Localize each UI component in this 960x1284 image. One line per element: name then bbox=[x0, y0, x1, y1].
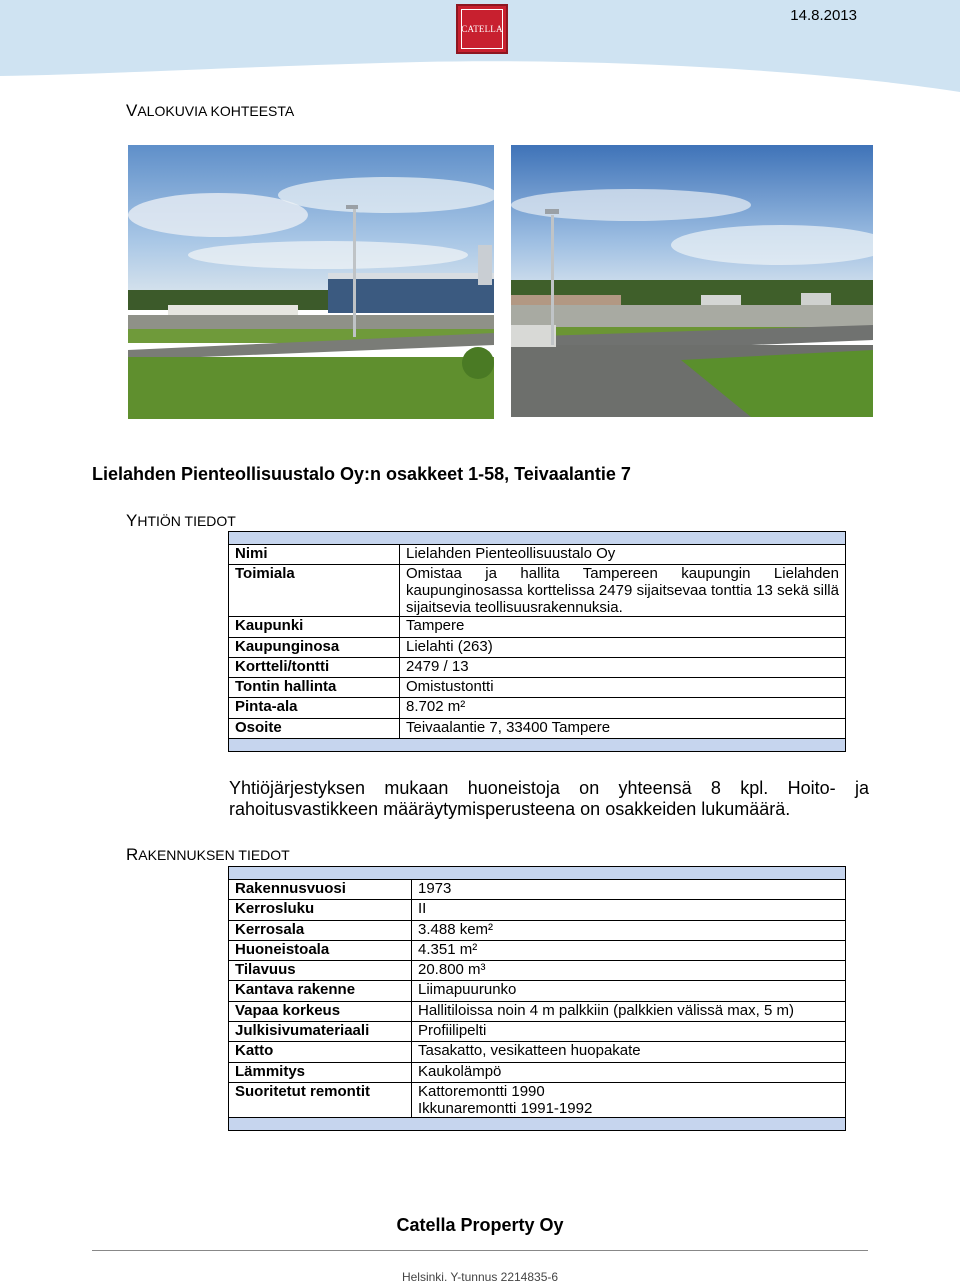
catella-logo bbox=[456, 4, 508, 54]
table-row bbox=[229, 545, 846, 565]
row-value: Lielahden Pienteollisuustalo Oy bbox=[400, 545, 846, 565]
property-photo-2 bbox=[511, 145, 873, 417]
table-row bbox=[229, 1082, 846, 1117]
logo-text: CATELLA bbox=[461, 24, 503, 34]
row-label: Kaupunginosa bbox=[229, 637, 400, 657]
row-value: Omistustontti bbox=[400, 678, 846, 698]
row-label: Kerrosala bbox=[229, 920, 412, 940]
row-value: 2479 / 13 bbox=[400, 657, 846, 677]
building-info-table bbox=[228, 866, 846, 1131]
table-row bbox=[229, 961, 846, 981]
photos-heading: VALOKUVIA KOHTEESTA bbox=[126, 101, 295, 120]
row-value: Teivaalantie 7, 33400 Tampere bbox=[400, 718, 846, 738]
row-label: Tilavuus bbox=[229, 961, 412, 981]
row-value: 4.351 m² bbox=[412, 940, 846, 960]
row-value: Lielahti (263) bbox=[400, 637, 846, 657]
row-label: Suoritetut remontit bbox=[229, 1082, 412, 1117]
table-row bbox=[229, 678, 846, 698]
table-row bbox=[229, 900, 846, 920]
row-label: Osoite bbox=[229, 718, 400, 738]
table-row bbox=[229, 981, 846, 1001]
row-value: Liimapuurunko bbox=[412, 981, 846, 1001]
table-row bbox=[229, 698, 846, 718]
row-label: Rakennusvuosi bbox=[229, 880, 412, 900]
footer-company: Catella Property Oy bbox=[396, 1215, 564, 1235]
company-info-heading: YHTIÖN TIEDOT bbox=[126, 511, 236, 530]
row-value bbox=[412, 1082, 846, 1117]
articles-paragraph: Yhtiöjärjestyksen mukaan huoneistoja on yhteensä 8 kpl. Hoito- ja rahoitusvastikkeen määräytymisperusteena on osakkeiden lukumäärä. bbox=[229, 778, 869, 819]
table-row bbox=[229, 1062, 846, 1082]
building-info-heading: RAKENNUKSEN TIEDOT bbox=[126, 845, 290, 864]
renovation-line: Kattoremontti 1990 bbox=[418, 1082, 545, 1100]
table-row bbox=[229, 617, 846, 637]
row-value: Tampere bbox=[400, 617, 846, 637]
row-value: 3.488 kem² bbox=[412, 920, 846, 940]
table-row bbox=[229, 1001, 846, 1021]
table-row bbox=[229, 880, 846, 900]
row-label: Kaupunki bbox=[229, 617, 400, 637]
row-value: 8.702 m² bbox=[400, 698, 846, 718]
row-label: Pinta-ala bbox=[229, 698, 400, 718]
table-row bbox=[229, 940, 846, 960]
row-label: Kortteli/tontti bbox=[229, 657, 400, 677]
row-label: Tontin hallinta bbox=[229, 678, 400, 698]
footer-business-id: Helsinki. Y-tunnus 2214835-6 bbox=[401, 1270, 559, 1284]
footer-divider bbox=[92, 1250, 868, 1251]
row-value: Kaukolämpö bbox=[412, 1062, 846, 1082]
row-label: Kerrosluku bbox=[229, 900, 412, 920]
table-row bbox=[229, 657, 846, 677]
table-row bbox=[229, 637, 846, 657]
table-row bbox=[229, 1042, 846, 1062]
row-value: 20.800 m³ bbox=[412, 961, 846, 981]
row-label: Kantava rakenne bbox=[229, 981, 412, 1001]
table-row bbox=[229, 1022, 846, 1042]
row-value: 1973 bbox=[412, 880, 846, 900]
row-label: Huoneistoala bbox=[229, 940, 412, 960]
row-label: Katto bbox=[229, 1042, 412, 1062]
table-row bbox=[229, 718, 846, 738]
row-value: Profiilipelti bbox=[412, 1022, 846, 1042]
renovation-line: Ikkunaremontti 1991-1992 bbox=[418, 1099, 593, 1117]
document-date: 14.8.2013 bbox=[790, 7, 857, 24]
listing-title: Lielahden Pienteollisuustalo Oy:n osakkeet 1-58, Teivaalantie 7 bbox=[92, 464, 631, 484]
row-label: Lämmitys bbox=[229, 1062, 412, 1082]
table-row bbox=[229, 920, 846, 940]
table-row bbox=[229, 565, 846, 617]
company-info-table bbox=[228, 531, 846, 752]
row-value: II bbox=[412, 900, 846, 920]
row-value: Tasakatto, vesikatteen huopakate bbox=[412, 1042, 846, 1062]
row-label: Vapaa korkeus bbox=[229, 1001, 412, 1021]
row-value: Omistaa ja hallita Tampereen kaupungin Lielahden kaupunginosassa korttelissa 2479 sijaitsevaa tonttia 13 sekä sillä sijaitsevia teollisuusrakennuksia. bbox=[400, 565, 846, 617]
row-label: Toimiala bbox=[229, 565, 400, 617]
row-label: Nimi bbox=[229, 545, 400, 565]
row-label: Julkisivumateriaali bbox=[229, 1022, 412, 1042]
row-value: Hallitiloissa noin 4 m palkkiin (palkkien välissä max, 5 m) bbox=[412, 1001, 846, 1021]
property-photo-1 bbox=[128, 145, 494, 419]
